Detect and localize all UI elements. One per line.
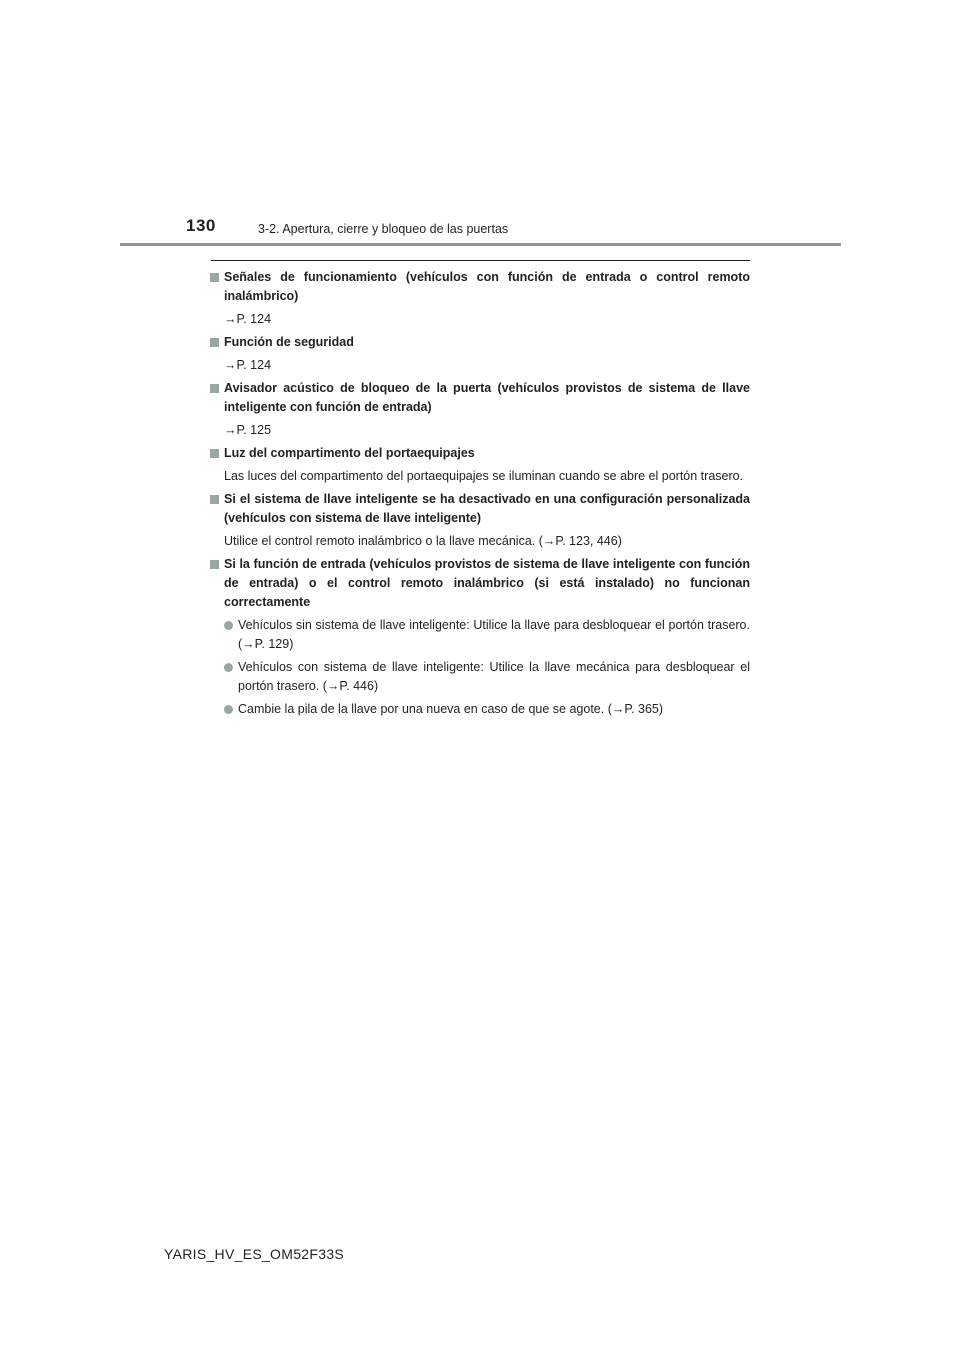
page-reference: →P. 125 [224,423,272,437]
header-section-title: 3-2. Apertura, cierre y bloqueo de las puertas [258,222,509,236]
square-bullet-icon [210,384,219,393]
content-column [210,268,750,719]
section-senales [210,268,750,329]
section-heading: Señales de funcionamiento (vehículos con función de entrada o control remoto inalámbrico) [210,268,750,306]
section-heading: Función de seguridad [210,333,750,352]
header-rule [120,243,841,246]
circle-bullet-icon [224,705,233,714]
section-heading: Si la función de entrada (vehículos provistos de sistema de llave inteligente con función de entrada) o el control remoto inalámbrico (si está instalado) no funcionan correctamente [210,555,750,612]
section-funcion-entrada [210,555,750,719]
list-item: Cambie la pila de la llave por una nueva en caso de que se agote. (→P. 365) [210,700,750,719]
section-seguridad [210,333,750,375]
section-luz [210,444,750,486]
square-bullet-icon [210,449,219,458]
square-bullet-icon [210,495,219,504]
footer-code: YARIS_HV_ES_OM52F33S [164,1246,345,1262]
content-rule [211,260,750,261]
list-item: Vehículos sin sistema de llave inteligente: Utilice la llave para desbloquear el portón trasero. (→P. 129) [210,616,750,654]
page-number: 130 [186,216,216,235]
section-avisador [210,379,750,440]
section-body: Las luces del compartimento del portaequipajes se iluminan cuando se abre el portón trasero. [224,469,744,483]
square-bullet-icon [210,560,219,569]
circle-bullet-icon [224,621,233,630]
section-heading: Si el sistema de llave inteligente se ha desactivado en una configuración personalizada (vehículos con sistema de llave inteligente) [210,490,750,528]
page-reference: →P. 124 [224,312,272,326]
section-desactivado [210,490,750,551]
section-heading: Luz del compartimento del portaequipajes [210,444,750,463]
section-heading: Avisador acústico de bloqueo de la puerta (vehículos provistos de sistema de llave inteligente con función de entrada) [210,379,750,417]
circle-bullet-icon [224,663,233,672]
bullet-list [210,616,750,719]
list-item: Vehículos con sistema de llave inteligente: Utilice la llave mecánica para desbloquear el portón trasero. (→P. 446) [210,658,750,696]
square-bullet-icon [210,273,219,282]
square-bullet-icon [210,338,219,347]
section-body: Utilice el control remoto inalámbrico o la llave mecánica. (→P. 123, 446) [224,534,622,548]
page-reference: →P. 124 [224,358,272,372]
